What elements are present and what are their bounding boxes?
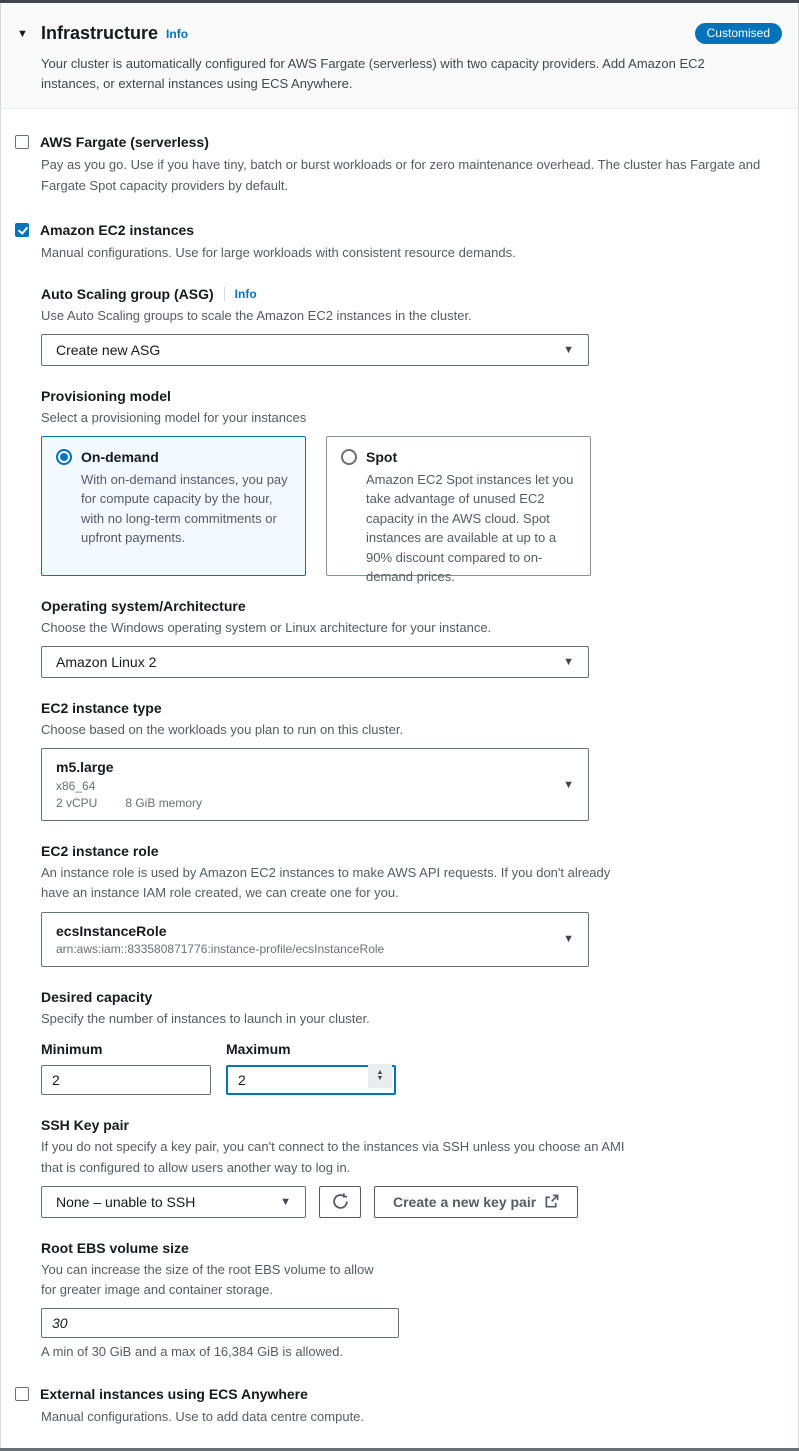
instance-type-description: Choose based on the workloads you plan to run on this cluster. (41, 722, 404, 738)
instance-type-cpu: 2 vCPU (56, 795, 98, 810)
instance-type-label: EC2 instance type (41, 700, 162, 717)
external-instances-checkbox[interactable] (15, 1387, 29, 1401)
create-key-pair-button[interactable] (374, 1186, 578, 1218)
on-demand-description: With on-demand instances, you pay for compute capacity by the hour, with no long-term commitments or upfront payments. (81, 471, 288, 546)
fargate-checkbox[interactable] (15, 135, 29, 149)
instance-type-select[interactable] (41, 748, 589, 821)
minimum-input[interactable] (41, 1065, 211, 1095)
chevron-down-icon: ▼ (280, 1195, 291, 1208)
ebs-volume-hint: A min of 30 GiB and a max of 16,384 GiB is allowed. (41, 1343, 344, 1359)
section-bottom-divider (0, 1448, 799, 1451)
instance-type-memory: 8 GiB memory (125, 795, 203, 810)
refresh-button[interactable] (319, 1186, 361, 1218)
instance-type-value: m5.large (56, 759, 114, 776)
section-header (1, 3, 798, 109)
ebs-volume-input[interactable] (41, 1308, 399, 1338)
spot-title: Spot (366, 448, 398, 465)
os-selected-value: Amazon Linux 2 (56, 654, 157, 671)
instance-role-description: An instance role is used by Amazon EC2 instances to make AWS API requests. If you don't already have an instance IAM role created, we can create one for you. (41, 865, 611, 901)
header-info-link[interactable]: Info (166, 26, 189, 41)
on-demand-title: On-demand (81, 448, 159, 465)
instance-role-label: EC2 instance role (41, 843, 159, 860)
customised-badge: Customised (695, 23, 782, 44)
ssh-keypair-value: None – unable to SSH (56, 1193, 196, 1210)
asg-description: Use Auto Scaling groups to scale the Amazon EC2 instances in the cluster. (41, 307, 472, 323)
provisioning-label: Provisioning model (41, 387, 171, 404)
section-description: Your cluster is automatically configured for AWS Fargate (serverless) with two capacity providers. Add Amazon EC2 instances, or external instances using ECS Anywhere. (41, 56, 705, 92)
ebs-volume-label: Root EBS volume size (41, 1239, 189, 1256)
ec2-instances-label: Amazon EC2 instances (40, 221, 195, 238)
collapse-expander-icon[interactable]: ▼ (17, 27, 28, 40)
spot-description: Amazon EC2 Spot instances let you take advantage of unused EC2 capacity in the AWS cloud. Spot instances are available at up to a 90% discount compared to on-demand prices. (366, 471, 574, 585)
external-instances-label: External instances using ECS Anywhere (40, 1385, 308, 1402)
asg-select[interactable] (41, 334, 589, 366)
asg-info-link[interactable]: Info (234, 286, 257, 301)
instance-type-arch: x86_64 (56, 778, 96, 793)
instance-role-value: ecsInstanceRole (56, 922, 167, 939)
fargate-description: Pay as you go. Use if you have tiny, batch or burst workloads or for zero maintenance overhead. The cluster has Fargate and Fargate Spot capacity providers by default. (41, 157, 761, 194)
os-label: Operating system/Architecture (41, 597, 246, 614)
stepper-up-icon[interactable]: ▲ (376, 1069, 384, 1077)
maximum-label: Maximum (226, 1041, 291, 1058)
external-instances-description: Manual configurations. Use to add data centre compute. (41, 1408, 365, 1424)
external-link-icon (544, 1194, 559, 1209)
chevron-down-icon: ▼ (563, 343, 574, 356)
ssh-keypair-label: SSH Key pair (41, 1117, 129, 1134)
infrastructure-section (0, 3, 799, 1448)
instance-role-arn: arn:aws:iam::833580871776:instance-profile/ecsInstanceRole (56, 941, 385, 956)
ssh-keypair-select[interactable] (41, 1186, 306, 1218)
chevron-down-icon: ▼ (563, 656, 574, 669)
minimum-label: Minimum (41, 1041, 103, 1058)
label-divider (224, 287, 225, 301)
page-title: Infrastructure (41, 23, 159, 43)
create-key-pair-label: Create a new key pair (393, 1193, 537, 1210)
fargate-label: AWS Fargate (serverless) (40, 134, 209, 151)
instance-role-select[interactable] (41, 912, 589, 968)
os-description: Choose the Windows operating system or Linux architecture for your instance. (41, 619, 492, 635)
capacity-label: Desired capacity (41, 989, 153, 1006)
radio-unselected-icon[interactable] (341, 449, 357, 465)
ssh-keypair-description: If you do not specify a key pair, you can't connect to the instances via SSH unless you choose an AMI that is configured to allow users another way to log in. (41, 1139, 625, 1175)
chevron-down-icon: ▼ (563, 778, 574, 791)
os-select[interactable] (41, 646, 589, 678)
ec2-instances-checkbox[interactable] (15, 223, 29, 237)
provisioning-description: Select a provisioning model for your instances (41, 409, 307, 425)
provisioning-option-on-demand[interactable] (41, 436, 306, 576)
ec2-instances-description: Manual configurations. Use for large workloads with consistent resource demands. (41, 244, 516, 260)
stepper-down-icon[interactable]: ▼ (376, 1075, 384, 1083)
capacity-description: Specify the number of instances to launch in your cluster. (41, 1011, 370, 1027)
refresh-icon (332, 1193, 349, 1210)
chevron-down-icon: ▼ (563, 933, 574, 946)
provisioning-option-spot[interactable] (326, 436, 591, 585)
asg-label: Auto Scaling group (ASG) (41, 285, 214, 302)
number-stepper[interactable] (368, 1064, 392, 1088)
asg-selected-value: Create new ASG (56, 341, 161, 358)
radio-selected-icon[interactable] (56, 449, 72, 465)
ebs-volume-description: You can increase the size of the root EBS volume to allow for greater image and container storage. (41, 1261, 374, 1297)
